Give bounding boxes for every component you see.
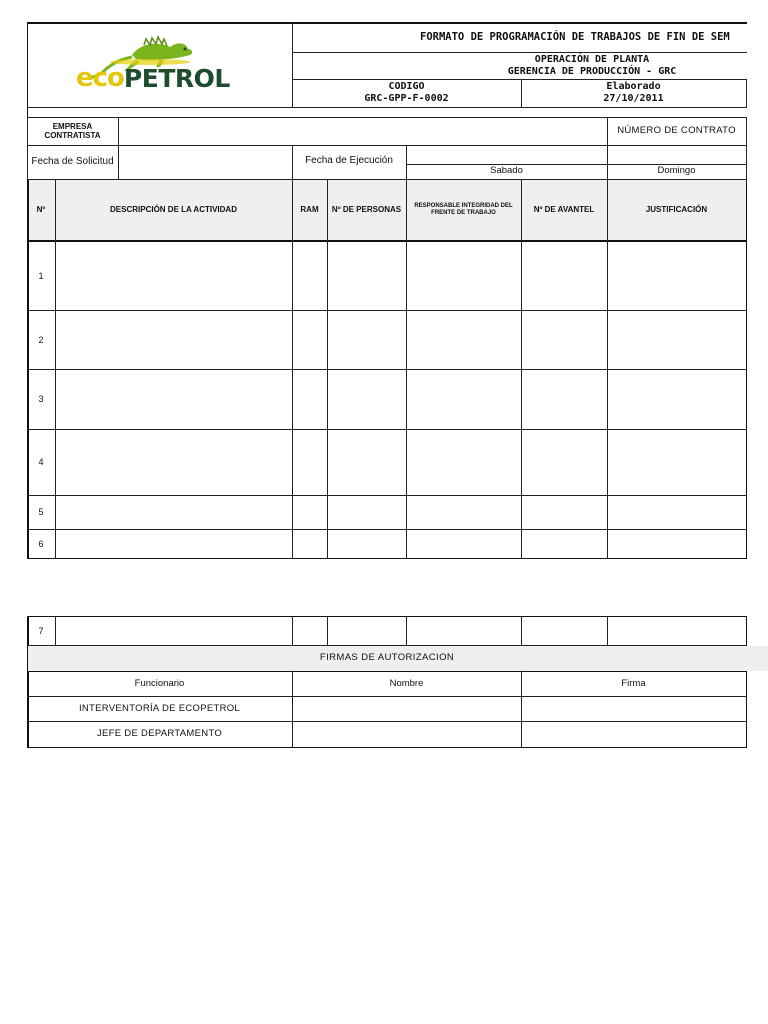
code-value: GRC-GPP-F-0002 <box>364 93 449 105</box>
table-row-number: 2 <box>38 334 44 345</box>
table-row-number: 1 <box>38 270 44 281</box>
table-row-number: 7 <box>38 625 44 636</box>
row-2-description-input[interactable] <box>56 311 292 369</box>
signatures-col-funcionario: Funcionario <box>134 677 185 689</box>
signatures-col-nombre: Nombre <box>389 677 424 689</box>
column-header-responsable: RESPONSABLE INTEGRIDAD DEL FRENTE DE TRABAJO <box>414 203 513 216</box>
column-header-ram: RAM <box>300 205 319 215</box>
column-header-avantel: Nº DE AVANTEL <box>533 205 595 215</box>
row-3-description-input[interactable] <box>56 370 292 429</box>
table-row-number: 3 <box>38 394 44 405</box>
column-header-justificacion: JUSTIFICACIÓN <box>645 205 708 215</box>
ecopetrol-logo <box>70 35 255 95</box>
domingo-date-input[interactable] <box>608 146 746 164</box>
column-header-personas: Nº DE PERSONAS <box>331 205 402 215</box>
signature-row-2-firma-input[interactable] <box>522 722 746 747</box>
row-5-description-input[interactable] <box>56 496 292 529</box>
operation-line-2: GERENCIA DE PRODUCCIÓN - GRC <box>507 65 677 77</box>
fecha-solicitud-label: Fecha de Solicitud <box>31 156 114 168</box>
empresa-label: EMPRESA CONTRATISTA <box>44 121 101 140</box>
fecha-solicitud-input[interactable] <box>119 146 292 178</box>
row-6-description-input[interactable] <box>56 530 292 558</box>
signatures-title: FIRMAS DE AUTORIZACION <box>319 652 455 664</box>
table-row-number: 5 <box>38 507 44 518</box>
document-title: FORMATO DE PROGRAMACIÓN DE TRABAJOS DE FIN DE SEM <box>420 30 730 43</box>
empresa-input[interactable] <box>119 118 607 145</box>
fecha-ejecucion-label: Fecha de Ejecución <box>305 155 393 167</box>
elaborado-date: 27/10/2011 <box>603 93 664 105</box>
logo-eco: eco <box>76 63 124 93</box>
operation-line-1: OPERACIÓN DE PLANTA <box>534 53 650 65</box>
table-row-number: 6 <box>38 538 44 549</box>
signatures-col-firma: Firma <box>621 677 646 689</box>
signature-row-2-nombre-input[interactable] <box>293 722 521 747</box>
sabado-label: Sabado <box>490 165 523 177</box>
signature-row-funcionario: INTERVENTORÍA DE ECOPETROL <box>78 702 241 714</box>
elaborado-label: Elaborado <box>606 81 661 93</box>
column-header-num: Nº <box>36 205 46 215</box>
logo-petrol: PETROL <box>123 63 230 93</box>
sabado-date-input[interactable] <box>407 146 607 164</box>
signature-row-funcionario: JEFE DE DEPARTAMENTO <box>96 728 223 740</box>
row-1-description-input[interactable] <box>56 242 292 310</box>
table-row-number: 4 <box>38 457 44 468</box>
domingo-label: Domingo <box>657 165 696 177</box>
code-label: CODIGO <box>388 81 425 93</box>
row-7-description-input[interactable] <box>56 617 292 645</box>
signature-row-1-nombre-input[interactable] <box>293 697 521 721</box>
row-4-description-input[interactable] <box>56 430 292 495</box>
column-header-description: DESCRIPCIÓN DE LA ACTIVIDAD <box>110 205 237 215</box>
signature-row-1-firma-input[interactable] <box>522 697 746 721</box>
contract-number-label: NÚMERO DE CONTRATO <box>617 125 736 137</box>
